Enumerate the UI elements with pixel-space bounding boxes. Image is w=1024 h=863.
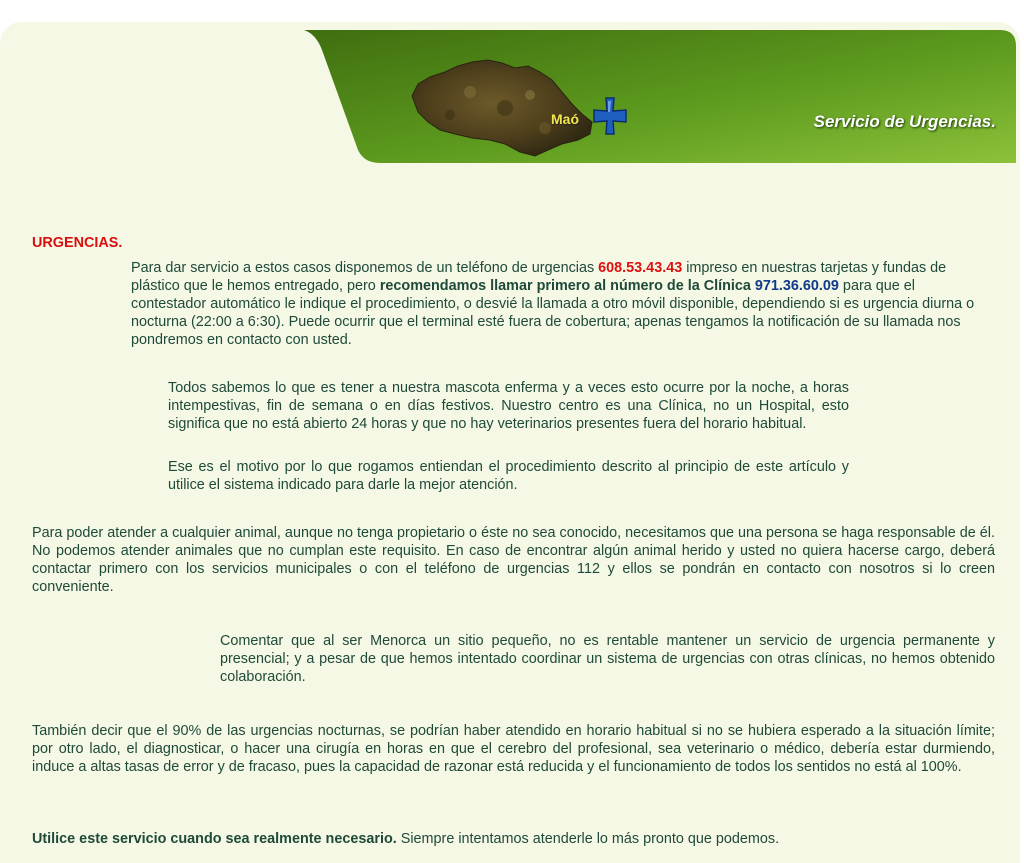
p1-bold-recommendation: recomendamos llamar primero al número de la Clínica bbox=[379, 278, 751, 294]
closing-normal: Siempre intentamos atenderle lo más pronto que podemos. bbox=[396, 831, 780, 847]
paragraph-procedure: Ese es el motivo por lo que rogamos entiendan el procedimiento descrito al principio de este artículo y utilice el sistema indicado para darle la mejor atención. bbox=[168, 459, 849, 493]
p1-text-4: para que el contestador automático le indique el procedimiento, o desvié la llamada a otro móvil disponible, dependiendo si es urgencia diurna o nocturna (22:00 a 6:30). Puede ocurrir que el terminal esté fuera de cobertura; apenas tengamos la notificación de su llamada nos pondremos en contacto con usted. bbox=[131, 278, 975, 348]
paragraph-phone-info bbox=[131, 259, 993, 349]
paragraph-responsibility: Para poder atender a cualquier animal, aunque no tenga propietario o éste no sea conocido, necesitamos que una persona se haga responsable de él. No podemos atender animales que no cumplan este requisito. En caso de encontrar algún animal herido y usted no quiera hacerse cargo, deberá contactar primero con los servicios municipales o con el teléfono de urgencias 112 y ellos se pondrán en contacto con nosotros si lo creen conveniente. bbox=[32, 525, 995, 595]
p1-text-2: impreso en nuestras tarjetas y fundas de plástico que le hemos entregado, pero bbox=[131, 260, 947, 294]
paragraph-closing bbox=[32, 830, 995, 848]
paragraph-clinic-hours: Todos sabemos lo que es tener a nuestra mascota enferma y a veces esto ocurre por la noche, a horas intempestivas, fin de semana o en días festivos. Nuestro centro es una Clínica, no un Hospital, esto significa que no está abierto 24 horas y que no hay veterinarios presentes fuera del horario habitual. bbox=[168, 380, 849, 432]
paragraph-menorca: Comentar que al ser Menorca un sitio pequeño, no es rentable mantener un servicio de urgencia permanente y presencial; y a pesar de que hemos intentado coordinar un sistema de urgencias con otras clínicas, no hemos obtenido colaboración. bbox=[220, 633, 995, 685]
closing-bold: Utilice este servicio cuando sea realmente necesario. bbox=[32, 831, 397, 847]
paragraph-night-urgencies: También decir que el 90% de las urgencias nocturnas, se podrían haber atendido en horario habitual si no se hubiera esperado a la situación límite; por otro lado, el diagnosticar, o hacer una cirugía en horas en que el cerebro del profesional, sea veterinario o médico, debería estar durmiendo, induce a altas tasas de error y de fracaso, pues la capacidad de razonar está reducida y el funcionamiento de todos los sentidos no está al 100%. bbox=[32, 723, 995, 775]
p1-text-1: Para dar servicio a estos casos disponemos de un teléfono de urgencias bbox=[131, 260, 599, 276]
banner-graphic bbox=[0, 0, 1024, 170]
emergency-phone-number: 608.53.43.43 bbox=[598, 260, 683, 276]
header-banner bbox=[0, 0, 1024, 170]
service-title: Servicio de Urgencias. bbox=[813, 112, 996, 131]
clinic-phone-number: 971.36.60.09 bbox=[754, 278, 839, 294]
town-label: Maó bbox=[551, 111, 579, 127]
section-heading: URGENCIAS. bbox=[32, 235, 123, 251]
